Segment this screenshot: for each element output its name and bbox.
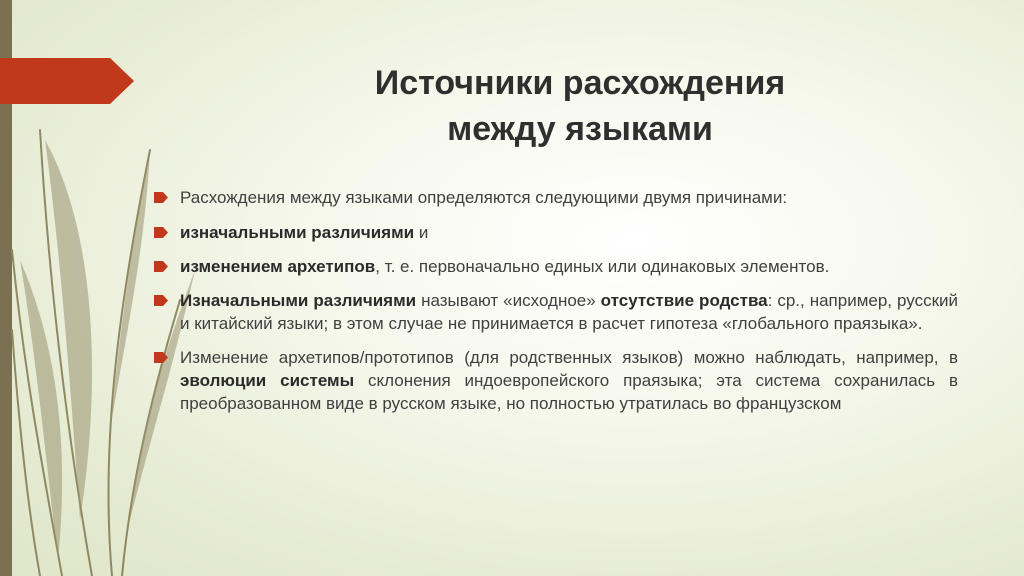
bullet-2-text: и [414,223,429,242]
list-item [152,255,958,278]
bullet-5-text-1: Изменение архетипов/прототипов (для родственных языков) можно наблюдать, например, в [180,348,958,367]
bullet-3-bold: изменением архетипов [180,257,376,276]
bullet-4-text-2: : ср., например, русский и китайский языки; в этом случае не принимается в расчет гипотеза «глобального праязыка». [180,291,958,333]
bullet-4-text-1: называют «исходное» [416,291,601,310]
bullet-3-text: , т. е. первоначально единых или одинаковых элементов. [375,257,830,276]
slide-title-line2: между языками [447,110,713,148]
bullet-1-text: Расхождения между языками определяются следующими двумя причинами: [180,188,788,207]
bullet-2-bold: изначальными различиями [180,223,415,242]
arrow-bullet-icon [154,352,168,363]
bullet-4-bold-1: Изначальными различиями [180,291,417,310]
slide-title [300,60,860,152]
deco-leaf-3 [110,150,150,430]
list-item [152,221,958,244]
arrow-bullet-icon [154,227,168,238]
arrow-bullet-icon [154,295,168,306]
list-item [152,346,958,415]
bullet-5-bold: эволюции системы [180,371,355,390]
title-arrow-shape [0,58,140,104]
arrow-bullet-icon [154,192,168,203]
list-item [152,186,958,209]
bullet-list [152,186,958,415]
bullet-4-bold-2: отсутствие родства [600,291,768,310]
list-item [152,289,958,335]
arrow-bullet-icon [154,261,168,272]
deco-leaf-2 [20,260,62,560]
slide-title-line1: Источники расхождения [374,64,786,102]
bullet-5-text-2: склонения индоевропейского праязыка; эта система сохранилась в преобразованном виде в русском языке, но полностью утратилась во французском [180,371,958,413]
